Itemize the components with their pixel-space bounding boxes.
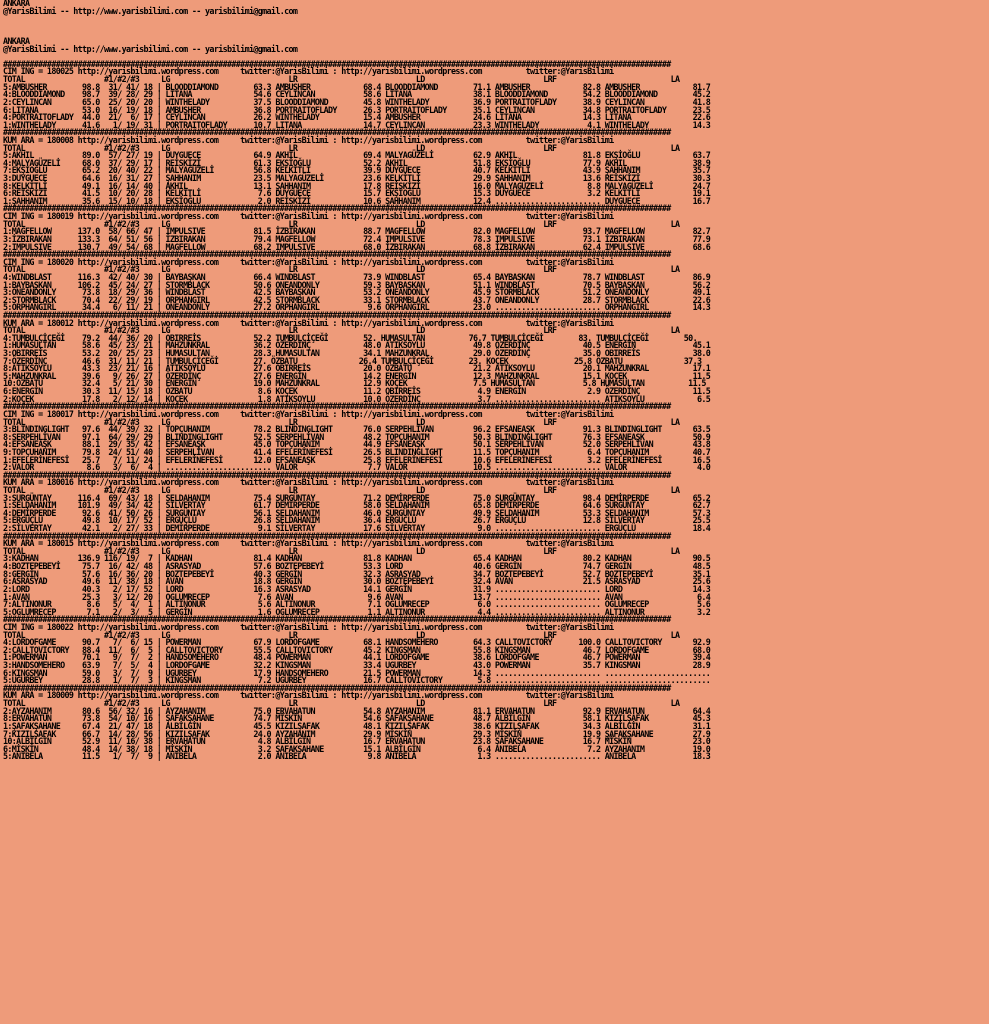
report-line: 7:KIZILŞAFAK 66.7 14/ 28/ 56 | KIZILŞAFAK 24.0 AYZAHANIM 29.9 MİSKİN 29.3 MİSKİN 19.9 ŞAFAKŞAHANE 27.9 <box>3 728 711 739</box>
column-header: TOTAL #1/#2/#3 LG LR LD LRF LA <box>3 698 680 709</box>
report-line: 1:BAYBAŞKAN 106.2 45/ 24/ 27 | STORMBLACK 50.6 ONEANDONLY 59.3 BAYBAŞKAN 51.1 WINDBLAST 70.5 BAYBAŞKAN 56.2 <box>3 279 711 290</box>
report-line: 8:GERGİN 57.6 16/ 36/ 20 | BOZTEPEBEYİ 40.3 GERGİN 32.3 ASRASYAD 34.7 BOZTEPEBEYİ 52.7 BOZTEPEBEYİ 35.1 <box>3 568 711 579</box>
column-header: TOTAL #1/#2/#3 LG LR LD LRF LA <box>3 218 680 229</box>
report-line: 3:HANDSOMEHERO 63.9 7/ 5/ 4 | LORDOFGAME 32.2 KINGSMAN 33.4 UGURBEY 43.0 POWERMAN 35.7 KINGSMAN 28.9 <box>3 660 711 671</box>
report-line: 4:LORDOFGAME 90.7 7/ 6/ 15 | POWERMAN 67.9 LORDOFGAME 68.1 HANDSOMEHERO 64.3 CALLTOVICTORY 100.0 CALLTOVICTORY 92.9 <box>3 637 711 648</box>
separator-line: ######################################################################################################################################################## <box>3 469 671 480</box>
report-line: 2:SİLVERTAY 42.1 2/ 27/ 33 | DEMİRPERDE 9.1 SİLVERTAY 17.6 SİLVERTAY 9.0 ........................ ERGÜÇLÜ 18.4 <box>3 523 711 534</box>
report-line: 1:ŞAFAKŞAHANE 67.4 21/ 47/ 18 | ALBİLGİN 45.5 KIZILŞAFAK 48.1 KIZILŞAFAK 38.6 KIZILŞAFAK 34.3 ALBİLGİN 31.1 <box>3 720 711 731</box>
report-line: 2:KOÇEK 17.8 2/ 12/ 14 | KOÇEK 1.8 ATIKSOYLU 10.0 ÖZERDİNÇ 3.7 ........................ ATIKSOYLU 6.5 <box>3 393 711 404</box>
report-line: 4:EFSANEAŞK 88.1 29/ 35/ 42 | EFSANEAŞK 45.0 TOPÇUHANIM 44.9 EFSANEAŞK 50.1 SERPEHLİVAN 52.0 SERPEHLİVAN 43.8 <box>3 439 711 450</box>
report-line: 2:VALOR 8.6 3/ 6/ 4 | ........................ VALOR 7.7 VALOR 10.5 ........................ VALOR 4.0 <box>3 462 711 473</box>
race-header: CIM ING = 180025 http://yarisbilimi.wordpress.com twitter:@YarisBilimi : http://yarisbilimi.wordpress.com twitter:@YarisBilimi <box>3 66 614 77</box>
report-line: 2:LORD 40.3 2/ 17/ 52 | LORD 16.3 ASRASYAD 14.1 GERGİN 31.9 ........................ LORD 14.3 <box>3 583 711 594</box>
separator-line: ######################################################################################################################################################## <box>3 309 671 320</box>
contact-line: @YarisBilimi -- http://www.yarisbilimi.com -- yarisbilimi@gmail.com <box>3 43 298 54</box>
report-line: 3:KADHAN 136.9 116/ 19/ 7 | KADHAN 81.4 KADHAN 81.8 KADHAN 65.4 KADHAN 80.2 KADHAN 90.5 <box>3 553 711 564</box>
report-line: 4:BOZTEPEBEYİ 75.7 16/ 42/ 48 | ASRASYAD 57.6 BOZTEPEBEYİ 53.3 LORD 40.6 GERGİN 74.7 GERGİN 48.5 <box>3 561 711 572</box>
report-line: 3:OBIRREİS 53.2 20/ 25/ 23 | HUMASULTAN 28.3 HUMASULTAN 34.1 MAHZUNKRAL 29.0 ÖZERDİNÇ 35.0 OBIRREİS 38.0 <box>3 348 711 359</box>
report-line: 5:AMBUSHER 98.8 31/ 41/ 18 | BLOODDIAMOND 63.3 AMBUSHER 68.4 BLOODDIAMOND 71.1 AMBUSHER 82.8 AMBUSHER 81.7 <box>3 81 711 92</box>
race-header: KUM ARA = 180016 http://yarisbilimi.wordpress.com twitter:@YarisBilimi : http://yarisbilimi.wordpress.com twitter:@YarisBilimi <box>3 477 614 488</box>
report-line: 3:BLINDINGLIGHT 97.6 44/ 39/ 32 | TOPÇUHANIM 78.2 BLINDINGLIGHT 76.0 SERPEHLİVAN 96.2 EFSANEAŞK 91.3 BLINDINGLIGHT 63.5 <box>3 424 711 435</box>
race-header: CIM ING = 180017 http://yarisbilimi.wordpress.com twitter:@YarisBilimi : http://yarisbilimi.wordpress.com twitter:@YarisBilimi <box>3 408 614 419</box>
report-line: 1:AVAN 25.3 3/ 12/ 20 | OGLUMRECEP 7.6 AVAN 9.6 AVAN 13.7 ........................ AVAN 6.4 <box>3 591 711 602</box>
report-line: 1:SELDAHANIM 101.9 49/ 34/ 42 | SİLVERTAY 61.7 DEMİRPERDE 58.0 SELDAHANIM 65.8 DEMİRPERDE 64.6 SURGÜNTAY 62.7 <box>3 500 711 511</box>
race-header: CIM ING = 180020 http://yarisbilimi.wordpress.com twitter:@YarisBilimi : http://yarisbilimi.wordpress.com twitter:@YarisBilimi <box>3 256 614 267</box>
report-line: 4:BLOODDIAMOND 98.7 39/ 28/ 29 | LITANA 54.6 CEYLINCAN 58.6 LITANA 38.1 BLOODDIAMOND 54.2 BLOODDIAMOND 45.2 <box>3 89 711 100</box>
race-header: KUM ARA = 180009 http://yarisbilimi.wordpress.com twitter:@YarisBilimi : http://yarisbilimi.wordpress.com twitter:@YarisBilimi <box>3 690 614 701</box>
report-line: 1:HUMASULTAN 58.6 45/ 23/ 21 | MAHZUNKRAL 36.2 ÖZERDİNÇ 48.0 ATIKSOYLU 49.8 ÖZERDİNÇ 40.5 ENERGİN 45.1 <box>3 340 711 351</box>
separator-line: ######################################################################################################################################################## <box>3 401 671 412</box>
report-line: 5:ANIBELA 11.5 1/ 7/ 9 | ANIBELA 2.0 ANIBELA 9.8 ANIBELA 1.3 ........................ ANIBELA 18.3 <box>3 751 711 762</box>
race-header: KUM ARA = 180012 http://yarisbilimi.wordpress.com twitter:@YarisBilimi : http://yarisbilimi.wordpress.com twitter:@YarisBilimi <box>3 317 614 328</box>
column-header: TOTAL #1/#2/#3 LG LR LD LRF LA <box>3 142 680 153</box>
city-title: ANKARA <box>3 36 30 47</box>
report-line <box>3 15 710 23</box>
column-header: TOTAL #1/#2/#3 LG LR LD LRF LA <box>3 545 680 556</box>
report-line <box>3 30 710 38</box>
separator-line: ######################################################################################################################################################## <box>3 614 671 625</box>
report-line: 7:ALTINONUR 8.6 5/ 4/ 1 | ALTINONUR 5.6 ALTINONUR 7.1 OGLUMRECEP 6.0 ........................ OGLUMRECEP 5.6 <box>3 599 711 610</box>
report-line: 6:ENERGİN 30.3 11/ 15/ 18 | ÖZBATU 8.6 KOÇEK 11.2 OBIRREİS 4.9 ENERGİN 2.9 ÖZERDİNÇ 11.5 <box>3 386 711 397</box>
race-header: CIM ING = 180019 http://yarisbilimi.wordpress.com twitter:@YarisBilimi : http://yarisbilimi.wordpress.com twitter:@YarisBilimi <box>3 211 614 222</box>
report-line: 4:DEMİRPERDE 92.6 41/ 50/ 26 | SURGÜNTAY 56.1 SELDAHANIM 46.0 SURGÜNTAY 49.9 SELDAHANIM 53.3 SELDAHANIM 57.3 <box>3 507 711 518</box>
report-line: 5:ORPHANGIRL 34.4 6/ 11/ 21 | ONEANDONLY 27.2 ORPHANGIRL 9.6 ORPHANGIRL 23.0 ........................ ORPHANGIRL 14.3 <box>3 302 711 313</box>
separator-line: ######################################################################################################################################################## <box>3 203 671 214</box>
separator-line: ######################################################################################################################################################## <box>3 249 671 260</box>
report-line: 4:WINDBLAST 116.3 42/ 40/ 30 | BAYBAŞKAN 66.4 WINDBLAST 73.9 WINDBLAST 65.4 BAYBAŞKAN 78.7 WINDBLAST 86.9 <box>3 271 711 282</box>
report-line: 8:ATIKSOYLU 43.3 23/ 21/ 16 | ATIKSOYLU 27.6 OBIRREİS 20.0 ÖZBATU 21.2 ATIKSOYLU 20.1 MAHZUNKRAL 17.1 <box>3 363 711 374</box>
report-line: 2:CEYLINCAN 65.0 25/ 20/ 20 | WINTHELADY 37.5 BLOODDIAMOND 45.8 WINTHELADY 36.9 PORTRAITOFLADY 38.9 CEYLINCAN 41.8 <box>3 96 711 107</box>
report-line: 6:MİSKİN 48.4 14/ 38/ 18 | MİSKİN 3.2 ŞAFAKŞAHANE 15.1 ALBİLGİN 6.4 ANIBELA 7.2 AYZAHANIM 19.0 <box>3 743 711 754</box>
race-header: KUM ARA = 180008 http://yarisbilimi.wordpress.com twitter:@YarisBilimi : http://yarisbilimi.wordpress.com twitter:@YarisBilimi <box>3 134 614 145</box>
report-line: 5:MAHZUNKRAL 39.6 9/ 26/ 27 | ÖZERDİNÇ 27.6 ENERGİN 14.2 ENERGİN 12.3 MAHZUNKRAL 15.1 KOÇEK 11.5 <box>3 370 711 381</box>
report-line: 1:ŞAHHANIM 35.6 15/ 10/ 18 | EKŞİOĞLU 2.0 REİSKİZİ 10.6 ŞAHHANIM 12.4 ........................ DUYGUECE 16.7 <box>3 195 711 206</box>
report-line: 8:SERPEHLİVAN 97.1 64/ 29/ 29 | BLINDINGLIGHT 52.5 SERPEHLİVAN 48.2 TOPÇUHANIM 50.3 BLINDINGLIGHT 76.3 EFSANEAŞK 50.9 <box>3 431 711 442</box>
report-line: 6:ASRASYAD 49.6 11/ 38/ 18 | AVAN 18.8 GERGİN 30.0 BOZTEPEBEYİ 32.4 AVAN 21.5 ASRASYAD 25.6 <box>3 576 711 587</box>
report-line: 5:OGLUMRECEP 7.1 2/ 3/ 5 | GERGİN 1.6 OGLUMRECEP 1.1 ALTINONUR 4.4 ........................ ALTINONUR 3.2 <box>3 606 711 617</box>
report-line: 4:PORTRAITOFLADY 44.0 21/ 6/ 17 | CEYLINCAN 26.2 WINTHELADY 15.4 AMBUSHER 24.6 LITANA 14.3 LITANA 22.6 <box>3 112 711 123</box>
report-line: 10:ALBİLGİN 52.9 11/ 16/ 38 | ERVAHATUN 4.8 ALBİLGİN 16.7 ERVAHATUN 23.8 ŞAFAKŞAHANE 16.7 MİSKİN 23.0 <box>3 736 711 747</box>
column-header: TOTAL #1/#2/#3 LG LR LD LRF LA <box>3 74 680 85</box>
separator-line: ######################################################################################################################################################## <box>3 682 671 693</box>
report-line: 1:MAGFELLOW 137.0 58/ 66/ 47 | IMPULSIVE 81.5 İZBIRAKAN 88.7 MAGFELLOW 82.0 MAGFELLOW 93.7 MAGFELLOW 82.7 <box>3 226 711 237</box>
report-line: 2:AYZAHANIM 80.6 56/ 32/ 16 | AYZAHANIM 75.0 ERVAHATUN 54.8 AYZAHANIM 81.1 ERVAHATUN 92.9 ERVAHATUN 64.4 <box>3 705 711 716</box>
race-report-text <box>3 0 710 761</box>
report-line: 8:ERVAHATUN 73.8 54/ 10/ 16 | ŞAFAKŞAHANE 74.7 MİSKİN 54.6 ŞAFAKŞAHANE 48.7 ALBİLGİN 58.1 KIZILŞAFAK 45.3 <box>3 713 711 724</box>
report-line: 6:KINGSMAN 59.0 3/ 7/ 9 | UGURBEY 17.9 HANDSOMEHERO 21.5 POWERMAN 14.3 ........................ ........................ <box>3 667 711 678</box>
report-line: 1:WINTHELADY 41.6 1/ 19/ 31 | PORTRAITOFLADY 10.7 LITANA 14.7 CEYLINCAN 23.3 WINTHELADY 4.1 WINTHELADY 14.3 <box>3 119 711 130</box>
report-line: 1:EFELERİNEFESİ 25.7 7/ 11/ 24 | EFELERİNEFESİ 12.0 EFSANEAŞK 25.8 EFELERİNEFESİ 10.6 EFELERİNEFESİ 3.2 EFELERİNEFESİ 16.5 <box>3 454 711 465</box>
report-line: 7:ÖZERDİNÇ 46.6 31/ 11/ 21 | TUMBULÇİÇEĞİ 27. ÖZBATU 26.4 TUMBULÇİÇEĞİ 23. KOÇEK 25.8 ÖZBATU 37.3 <box>3 355 702 366</box>
report-line: 9:TOPÇUHANIM 79.8 24/ 51/ 40 | SERPEHLİVAN 41.4 EFELERİNEFESİ 26.5 BLINDINGLIGHT 11.5 TOPÇUHANIM 6.4 TOPÇUHANIM 40.7 <box>3 446 711 457</box>
column-header: TOTAL #1/#2/#3 LG LR LD LRF LA <box>3 416 680 427</box>
report-line: 1:POWERMAN 70.1 9/ 7/ 2 | HANDSOMEHERO 48.4 POWERMAN 44.1 LORDOFGAME 38.6 LORDOFGAME 46.7 POWERMAN 39.4 <box>3 652 711 663</box>
column-header: TOTAL #1/#2/#3 LG LR LD LRF LA <box>3 264 680 275</box>
report-line: 3:DUYGUECE 64.6 16/ 31/ 27 | ŞAHHANIM 23.5 MALYAGÜZELİ 23.6 KELKİTLİ 29.9 ŞAHHANIM 13.6 REİSKİZİ 30.3 <box>3 173 711 184</box>
report-line: 5:UGURBEY 28.8 1/ 7/ 3 | KINGSMAN 7.2 UGURBEY 16.7 CALLTOVICTORY 5.8 ........................ ........................ <box>3 675 711 686</box>
report-line: 3:ONEANDONLY 73.8 18/ 29/ 36 | WINDBLAST 42.5 BAYBAŞKAN 53.2 ONEANDONLY 45.9 STORMBLACK 51.2 ONEANDONLY 49.1 <box>3 287 711 298</box>
report-line: 6:LITANA 53.0 16/ 19/ 18 | AMBUSHER 36.8 PORTRAITOFLADY 26.3 PORTRAITOFLADY 35.1 CEYLINCAN 34.8 PORTRAITOFLADY 23.5 <box>3 104 711 115</box>
column-header: TOTAL #1/#2/#3 LG LR LD LRF LA <box>3 485 680 495</box>
report-line: 7:EKŞİOĞLU 65.2 20/ 40/ 22 | MALYAGÜZELİ 56.8 KELKİTLİ 39.9 DUYGUECE 40.7 KELKİTLİ 43.9 ŞAHHANIM 35.7 <box>3 165 711 176</box>
report-line: 10:ÖZBATU 32.4 5/ 21/ 30 | ENERGİN 19.0 MAHZUNKRAL 12.9 KOÇEK 7.5 HUMASULTAN 5.8 HUMASULTAN 11.5 <box>3 378 706 389</box>
report-line: 5:AKHIL 89.0 57/ 27/ 19 | DUYGUECE 64.9 AKHIL 69.4 MALYAGÜZELİ 62.9 AKHIL 81.8 EKŞİOĞLU 63.7 <box>3 150 711 161</box>
report-line: 2:CALLTOVICTORY 88.4 11/ 6/ 5 | CALLTOVICTORY 55.5 CALLTOVICTORY 45.2 KINGSMAN 55.8 KINGSMAN 46.7 LORDOFGAME 68.0 <box>3 644 711 655</box>
separator-line: ######################################################################################################################################################## <box>3 530 671 541</box>
race-header: CIM ING = 180022 http://yarisbilimi.wordpress.com twitter:@YarisBilimi : http://yarisbilimi.wordpress.com twitter:@YarisBilimi <box>3 621 614 632</box>
report-line: 4:TUMBULÇİÇEĞİ 79.2 44/ 36/ 20 | OBIRREİS 52.2 TUMBULÇİÇEĞİ 52. HUMASULTAN 76.7 TUMBULÇİÇEĞİ 83. TUMBULÇİÇEĞİ 50. <box>3 332 697 343</box>
report-line: 4:MALYAGÜZELİ 68.0 37/ 29/ 17 | REİSKİZİ 61.3 EKŞİOĞLU 52.2 AKHIL 51.8 EKŞİOĞLU 77.9 AKHIL 38.9 <box>3 157 711 168</box>
separator-line: ######################################################################################################################################################## <box>3 58 671 69</box>
column-header: TOTAL #1/#2/#3 LG LR LD LRF LA <box>3 629 680 640</box>
report-line: 3:İZBIRAKAN 133.3 64/ 51/ 56 | İZBIRAKAN 79.4 MAGFELLOW 72.4 IMPULSIVE 78.3 IMPULSIVE 73.1 İZBIRAKAN 77.9 <box>3 233 711 244</box>
column-header: TOTAL #1/#2/#3 LG LR LD LRF LA <box>3 325 680 336</box>
report-line: 3:SURGÜNTAY 116.4 69/ 43/ 18 | SELDAHANIM 75.4 SURGÜNTAY 71.2 DEMİRPERDE 75.0 SURGÜNTAY 98.4 DEMİRPERDE 65.2 <box>3 492 711 503</box>
report-line: 2:IMPULSIVE 130.7 49/ 54/ 68 | MAGFELLOW 68.2 IMPULSIVE 68.0 İZBIRAKAN 68.8 İZBIRAKAN 62.4 IMPULSIVE 68.6 <box>3 241 711 252</box>
report-line: 8:KELKİTLİ 49.1 16/ 14/ 40 | AKHIL 13.1 ŞAHHANIM 17.8 REİSKİZİ 16.0 MALYAGÜZELİ 8.8 MALYAGÜZELİ 24.7 <box>3 180 711 191</box>
report-line: 5:ERGÜÇLÜ 49.8 10/ 17/ 52 | ERGÜÇLÜ 26.8 SELDAHANIM 36.4 ERGÜÇLÜ 26.7 ERGÜÇLÜ 12.8 SİLVERTAY 25.5 <box>3 515 711 526</box>
city-title: ANKARA <box>3 0 30 8</box>
contact-line: @YarisBilimi -- http://www.yarisbilimi.com -- yarisbilimi@gmail.com <box>3 5 298 16</box>
race-header: KUM ARA = 180015 http://yarisbilimi.wordpress.com twitter:@YarisBilimi : http://yarisbilimi.wordpress.com twitter:@YarisBilimi <box>3 538 614 549</box>
report-line: 6:REİSKİZİ 41.5 10/ 20/ 28 | KELKİTLİ 7.6 DUYGUECE 15.7 EKŞİOĞLU 15.3 DUYGUECE 3.2 KELKİTLİ 19.1 <box>3 188 711 199</box>
report-line: 2:STORMBLACK 70.4 22/ 29/ 19 | ORPHANGIRL 42.5 STORMBLACK 33.1 STORMBLACK 43.7 ONEANDONLY 28.7 STORMBLACK 22.6 <box>3 294 711 305</box>
report-line <box>3 23 710 31</box>
separator-line: ######################################################################################################################################################## <box>3 127 671 138</box>
